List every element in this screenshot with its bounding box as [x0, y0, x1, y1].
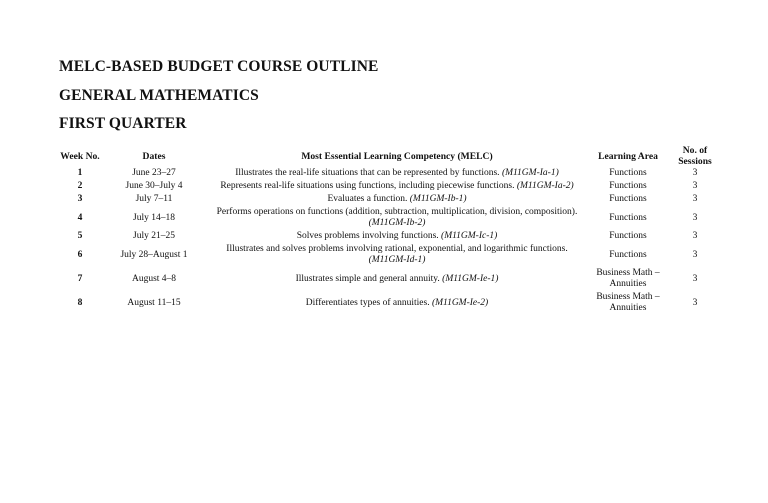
table-row	[60, 180, 720, 193]
week-cell: 8	[77, 297, 83, 308]
sessions-cell: 3	[692, 181, 698, 191]
melc-cell	[208, 291, 586, 315]
quarter-heading: FIRST QUARTER	[59, 115, 187, 132]
week-cell: 6	[77, 249, 83, 260]
melc-code: (M11GM-Ie-2)	[431, 297, 489, 308]
header-sessions: No. of Sessions	[678, 145, 712, 167]
dates-cell: July 14–18	[133, 212, 175, 223]
sessions-cell: 3	[692, 231, 698, 241]
melc-code: (M11GM-Ia-1)	[501, 168, 559, 178]
header-week: Week No.	[60, 150, 100, 162]
melc-code: (M11GM-Ic-1)	[441, 231, 498, 241]
week-cell: 5	[77, 231, 83, 241]
melc-text: Solves problems involving functions.	[296, 231, 439, 241]
table-header-row	[60, 145, 720, 167]
document-title: MELC-BASED BUDGET COURSE OUTLINE	[59, 58, 379, 75]
melc-cell	[208, 206, 586, 230]
table-row	[60, 291, 720, 315]
dates-cell: August 4–8	[131, 273, 177, 284]
melc-code: (M11GM-Ie-1)	[442, 273, 499, 284]
sessions-cell: 3	[692, 249, 698, 260]
melc-text: Illustrates the real-life situations that can be represented by functions.	[235, 168, 500, 178]
melc-text: Performs operations on functions (addition, subtraction, multiplication, division, composition).	[216, 207, 578, 217]
week-cell: 1	[77, 168, 83, 178]
table-row	[60, 206, 720, 230]
header-learning-area: Learning Area	[598, 150, 658, 162]
week-cell: 3	[77, 194, 83, 204]
melc-text: Represents real-life situations using functions, including piecewise functions.	[220, 181, 515, 191]
melc-cell	[208, 180, 586, 193]
header-dates: Dates	[142, 150, 166, 162]
table-row	[60, 193, 720, 206]
melc-cell	[208, 243, 586, 267]
melc-code: (M11GM-Ib-1)	[409, 194, 467, 204]
sessions-cell: 3	[692, 168, 698, 178]
dates-cell: August 11–15	[127, 297, 181, 308]
learning-area-cell: Business Math – Annuities	[596, 268, 660, 289]
header-melc: Most Essential Learning Competency (MELC)	[301, 150, 493, 162]
sessions-cell: 3	[692, 297, 698, 308]
learning-area-cell: Functions	[609, 168, 647, 178]
week-cell: 2	[77, 181, 83, 191]
melc-text: Evaluates a function.	[327, 194, 408, 204]
table-row	[60, 167, 720, 180]
melc-text: Illustrates simple and general annuity.	[295, 273, 440, 284]
table-row	[60, 243, 720, 267]
table-row	[60, 230, 720, 243]
dates-cell: July 28–August 1	[120, 249, 188, 260]
melc-text: Differentiates types of annuities.	[305, 297, 430, 308]
week-cell: 7	[77, 273, 83, 284]
learning-area-cell: Functions	[609, 181, 647, 191]
sessions-cell: 3	[692, 273, 698, 284]
sessions-cell: 3	[692, 212, 698, 223]
learning-area-cell: Functions	[609, 231, 647, 241]
dates-cell: July 21–25	[133, 231, 175, 241]
dates-cell: June 30–July 4	[125, 181, 183, 191]
melc-text: Illustrates and solves problems involving rational, exponential, and logarithmic functions.	[226, 244, 568, 254]
learning-area-cell: Functions	[609, 249, 647, 260]
learning-area-cell: Functions	[609, 212, 647, 223]
melc-cell	[208, 230, 586, 243]
dates-cell: July 7–11	[135, 194, 173, 204]
subject-heading: GENERAL MATHEMATICS	[59, 87, 259, 104]
table-row	[60, 267, 720, 291]
week-cell: 4	[77, 212, 83, 223]
learning-area-cell: Functions	[609, 194, 647, 204]
melc-code: (M11GM-Id-1)	[368, 255, 426, 265]
learning-area-cell: Business Math – Annuities	[596, 292, 660, 313]
course-outline-table	[60, 145, 720, 315]
sessions-cell: 3	[692, 194, 698, 204]
melc-cell	[208, 193, 586, 206]
dates-cell: June 23–27	[132, 168, 176, 178]
melc-code: (M11GM-Ib-2)	[368, 218, 426, 228]
melc-cell	[208, 167, 586, 180]
melc-code: (M11GM-Ia-2)	[516, 181, 574, 191]
melc-cell	[208, 267, 586, 291]
